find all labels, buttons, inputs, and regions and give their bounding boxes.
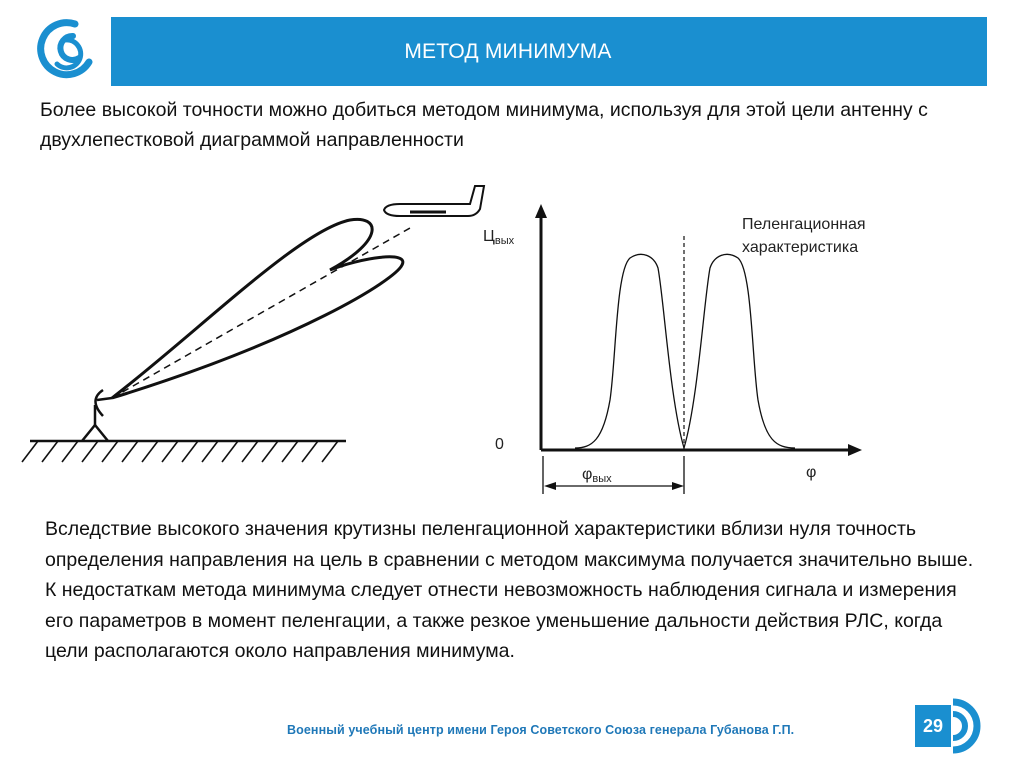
footer-text: Военный учебный центр имени Героя Советского Союза генерала Губанова Г.П.: [287, 723, 795, 737]
phi-out-label: $\varphi_{вых}$: [582, 466, 612, 485]
antenna-icon: [82, 390, 112, 441]
bearing-line: [112, 228, 410, 398]
curve-label: Пеленгационная характеристика: [742, 216, 866, 256]
radiation-lobes: [112, 219, 403, 398]
ground: [22, 441, 346, 462]
origin-label: 0: [495, 436, 504, 453]
page-number: 29: [915, 705, 951, 747]
body-text: Вследствие высокого значения крутизны пеленгационной характеристики вблизи нуля точность определения направления на цель в сравнении с методом максимума получается значительно выше. К недостаткам метода минимума следует отнести невозможность наблюдения сигнала и измерения его параметров в момент пеленгации, а также резкое уменьшение дальности действия РЛС, когда цели располагаются около направления минимума.: [45, 518, 974, 662]
phi-out-dimension: [543, 456, 684, 494]
x-axis-label: φ: [806, 464, 817, 481]
y-axis-label: $Ц_{вых}$: [483, 228, 515, 247]
intro-text: Более высокой точности можно добиться методом минимума, используя для этой цели антенну с двухлепестковой диаграммой направленности: [40, 99, 928, 151]
aircraft-icon: [384, 186, 484, 216]
direction-finding-curve: [575, 254, 795, 448]
footer-logo-icon: [951, 698, 981, 754]
page-title: МЕТОД МИНИМУМА: [404, 40, 612, 63]
